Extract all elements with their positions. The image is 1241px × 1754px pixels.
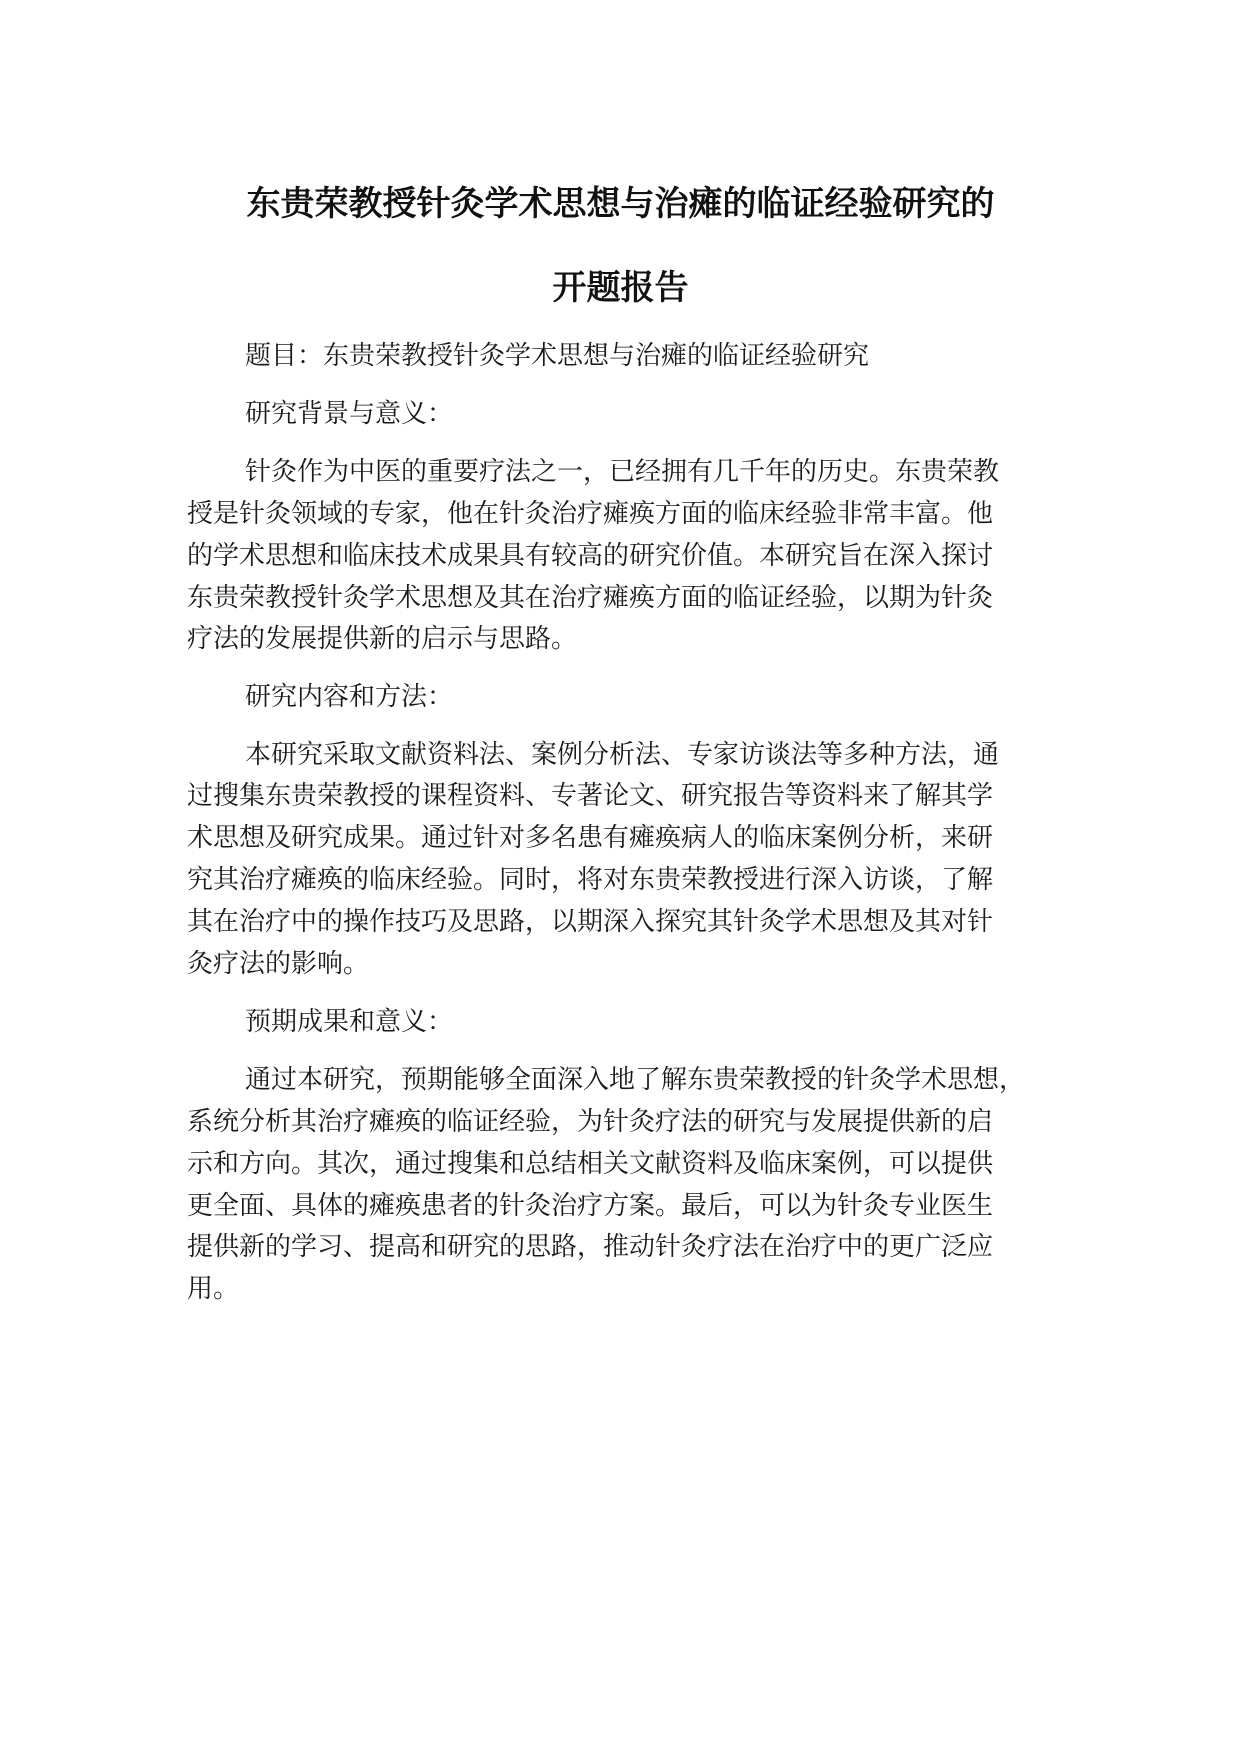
- paragraph-line: 疗法的发展提供新的启示与思路。: [187, 624, 578, 654]
- paragraph-line: 授是针灸领域的专家，他在针灸治疗瘫痪方面的临床经验非常丰富。他: [187, 499, 994, 529]
- paragraph-line: 用。: [187, 1274, 240, 1304]
- paragraph-line: 更全面、具体的瘫痪患者的针灸治疗方案。最后，可以为针灸专业医生: [187, 1191, 994, 1221]
- paragraph-line: 术思想及研究成果。通过针对多名患有瘫痪病人的临床案例分析，来研: [187, 823, 994, 853]
- paragraph-line: 东贵荣教授针灸学术思想及其在治疗瘫痪方面的临证经验，以期为针灸: [187, 583, 994, 613]
- section-heading-methods: 研究内容和方法：: [245, 682, 454, 712]
- paragraph-line: 针灸作为中医的重要疗法之一，已经拥有几千年的历史。东贵荣教: [245, 457, 1000, 487]
- paragraph-line: 示和方向。其次，通过搜集和总结相关文献资料及临床案例，可以提供: [187, 1149, 994, 1179]
- document-title-line-2: 开题报告: [552, 268, 689, 308]
- paragraph-line: 过搜集东贵荣教授的课程资料、专著论文、研究报告等资料来了解其学: [187, 781, 994, 811]
- section-heading-outcomes: 预期成果和意义：: [245, 1007, 454, 1037]
- paragraph-line: 通过本研究，预期能够全面深入地了解东贵荣教授的针灸学术思想，: [245, 1065, 1026, 1095]
- paragraph-line: 提供新的学习、提高和研究的思路，推动针灸疗法在治疗中的更广泛应: [187, 1232, 994, 1262]
- paragraph-line: 的学术思想和临床技术成果具有较高的研究价值。本研究旨在深入探讨: [187, 541, 994, 571]
- paragraph-line: 其在治疗中的操作技巧及思路，以期深入探究其针灸学术思想及其对针: [187, 907, 994, 937]
- document-title-line-1: 东贵荣教授针灸学术思想与治瘫的临证经验研究的: [246, 184, 995, 224]
- paragraph-line: 本研究采取文献资料法、案例分析法、专家访谈法等多种方法，通: [245, 740, 1000, 770]
- topic-line: 题目：东贵荣教授针灸学术思想与治瘫的临证经验研究: [245, 341, 870, 371]
- paragraph-line: 系统分析其治疗瘫痪的临证经验，为针灸疗法的研究与发展提供新的启: [187, 1107, 994, 1137]
- paragraph-line: 究其治疗瘫痪的临床经验。同时，将对东贵荣教授进行深入访谈，了解: [187, 865, 994, 895]
- paragraph-line: 灸疗法的影响。: [187, 949, 370, 979]
- section-heading-background: 研究背景与意义：: [245, 399, 454, 429]
